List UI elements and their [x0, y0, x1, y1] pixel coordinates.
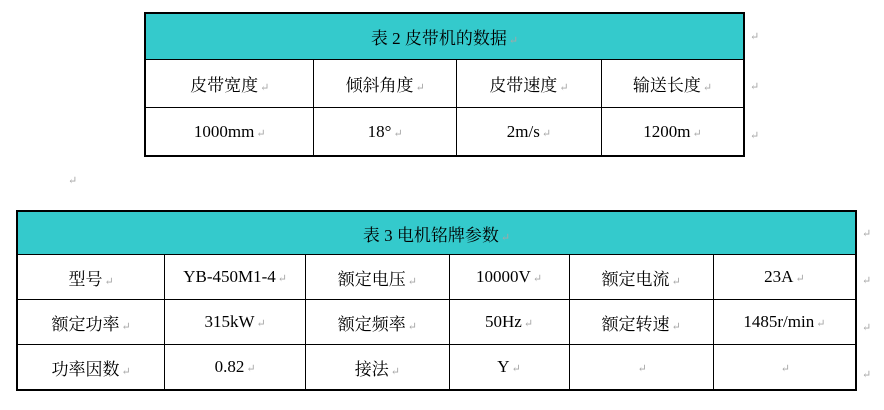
- paragraph-mark: ↵: [862, 228, 872, 240]
- paragraph-mark: ↵: [523, 318, 534, 330]
- table2-title-cell[interactable]: [145, 13, 744, 60]
- table3-value-rated-voltage[interactable]: [449, 255, 569, 300]
- cell-text: YB-450M1-4: [183, 267, 276, 286]
- paragraph-mark: ↵: [795, 273, 805, 285]
- table3-value-rated-speed[interactable]: [713, 300, 856, 345]
- paragraph-mark: ↵: [407, 320, 417, 333]
- table3-empty-cell[interactable]: [569, 345, 713, 391]
- cell-text: 10000V: [476, 267, 531, 286]
- table-row: [17, 211, 856, 255]
- table3-value-power-factor[interactable]: [165, 345, 306, 391]
- cell-text: 1485r/min: [743, 312, 815, 331]
- paragraph-mark: ↵: [277, 273, 288, 285]
- paragraph-mark: ↵: [121, 365, 131, 378]
- table2-value-incline-angle[interactable]: [314, 108, 457, 157]
- table3-empty-cell[interactable]: [713, 345, 856, 391]
- table2-header-incline-angle[interactable]: [314, 60, 457, 108]
- cell-text: 接法: [354, 359, 389, 379]
- paragraph-mark: ↵: [750, 31, 760, 43]
- paragraph-mark: ↵: [256, 127, 266, 140]
- cell-text: 功率因数: [51, 359, 120, 379]
- cell-text: Y: [497, 357, 510, 376]
- table3-value-rated-power[interactable]: [165, 300, 306, 345]
- paragraph-mark: ↵: [862, 275, 872, 287]
- cell-text: 23A: [764, 267, 794, 286]
- table2-header-belt-width[interactable]: [145, 60, 314, 108]
- table-row: [145, 13, 744, 60]
- paragraph-mark: ↵: [862, 369, 872, 381]
- paragraph-mark: ↵: [637, 363, 647, 375]
- paragraph-mark: ↵: [104, 275, 114, 288]
- paragraph-mark: ↵: [246, 363, 256, 375]
- paragraph-mark: ↵: [256, 318, 266, 330]
- cell-text: 0.82: [214, 357, 245, 376]
- table2-value-convey-length[interactable]: [601, 108, 744, 157]
- cell-text: 额定频率: [337, 314, 406, 334]
- cell-text: 50Hz: [485, 312, 522, 331]
- table3-label-rated-voltage[interactable]: [306, 255, 449, 300]
- cell-text: 皮带宽度: [190, 76, 259, 95]
- table3-title: 表 3 电机铭牌参数: [362, 225, 499, 245]
- cell-text: 额定转速: [601, 314, 670, 334]
- paragraph-mark: ↵: [393, 127, 403, 140]
- table3-label-rated-frequency[interactable]: [306, 300, 449, 345]
- paragraph-mark: ↵: [415, 82, 425, 94]
- table3-label-model[interactable]: [17, 255, 165, 300]
- cell-text: 18°: [367, 121, 392, 141]
- table-row: [17, 255, 856, 300]
- paragraph-mark: ↵: [390, 365, 400, 378]
- paragraph-mark: ↵: [559, 82, 569, 94]
- table3-value-connection[interactable]: [449, 345, 569, 391]
- paragraph-mark: ↵: [532, 273, 543, 285]
- paragraph-mark: ↵: [816, 318, 826, 330]
- cell-text: 1000mm: [193, 121, 255, 141]
- table3-label-rated-speed[interactable]: [569, 300, 713, 345]
- cell-text: 315kW: [204, 312, 255, 331]
- cell-text: 倾斜角度: [345, 76, 414, 95]
- table3-title-cell[interactable]: [17, 211, 856, 255]
- table2-title: 表 2 皮带机的数据: [370, 29, 507, 48]
- table-motor-nameplate: [16, 210, 872, 391]
- cell-text: 1200m: [643, 121, 691, 141]
- paragraph-mark: ↵: [407, 275, 417, 288]
- paragraph-mark: ↵: [750, 81, 760, 93]
- table2-header-convey-length[interactable]: [601, 60, 744, 108]
- table2-value-belt-speed[interactable]: [456, 108, 601, 157]
- paragraph-mark: ↵: [500, 231, 511, 244]
- cell-text: 皮带速度: [489, 76, 558, 95]
- table-belt-conveyor: [144, 12, 760, 157]
- table-row: [145, 108, 744, 157]
- table3-value-rated-frequency[interactable]: [449, 300, 569, 345]
- cell-text: 型号: [68, 269, 103, 289]
- cell-text: 额定电压: [337, 269, 406, 289]
- paragraph-mark: ↵: [750, 130, 760, 142]
- table-row: [145, 60, 744, 108]
- paragraph-mark: ↵: [862, 322, 872, 334]
- paragraph-mark: ↵: [702, 82, 713, 94]
- paragraph-mark: ↵: [780, 363, 791, 375]
- paragraph-mark: ↵: [671, 275, 681, 288]
- paragraph-mark: ↵: [68, 175, 78, 187]
- paragraph-mark: ↵: [692, 127, 702, 140]
- paragraph-mark: ↵: [511, 363, 521, 375]
- table3-label-connection[interactable]: [306, 345, 449, 391]
- cell-text: 输送长度: [632, 76, 701, 95]
- paragraph-mark: ↵: [260, 82, 270, 94]
- table2-value-belt-width[interactable]: [145, 108, 314, 157]
- paragraph-mark: ↵: [541, 127, 552, 140]
- table-row: [17, 345, 856, 391]
- table3-label-rated-current[interactable]: [569, 255, 713, 300]
- cell-text: 2m/s: [506, 121, 540, 141]
- paragraph-mark: ↵: [671, 320, 681, 333]
- table3-value-rated-current[interactable]: [713, 255, 856, 300]
- table3-label-rated-power[interactable]: [17, 300, 165, 345]
- cell-text: 额定电流: [601, 269, 670, 289]
- paragraph-mark: ↵: [508, 35, 519, 47]
- table2-header-belt-speed[interactable]: [456, 60, 601, 108]
- paragraph-mark: ↵: [121, 320, 131, 333]
- cell-text: 额定功率: [51, 314, 120, 334]
- table3-value-model[interactable]: [165, 255, 306, 300]
- table-row: [17, 300, 856, 345]
- table3-label-power-factor[interactable]: [17, 345, 165, 391]
